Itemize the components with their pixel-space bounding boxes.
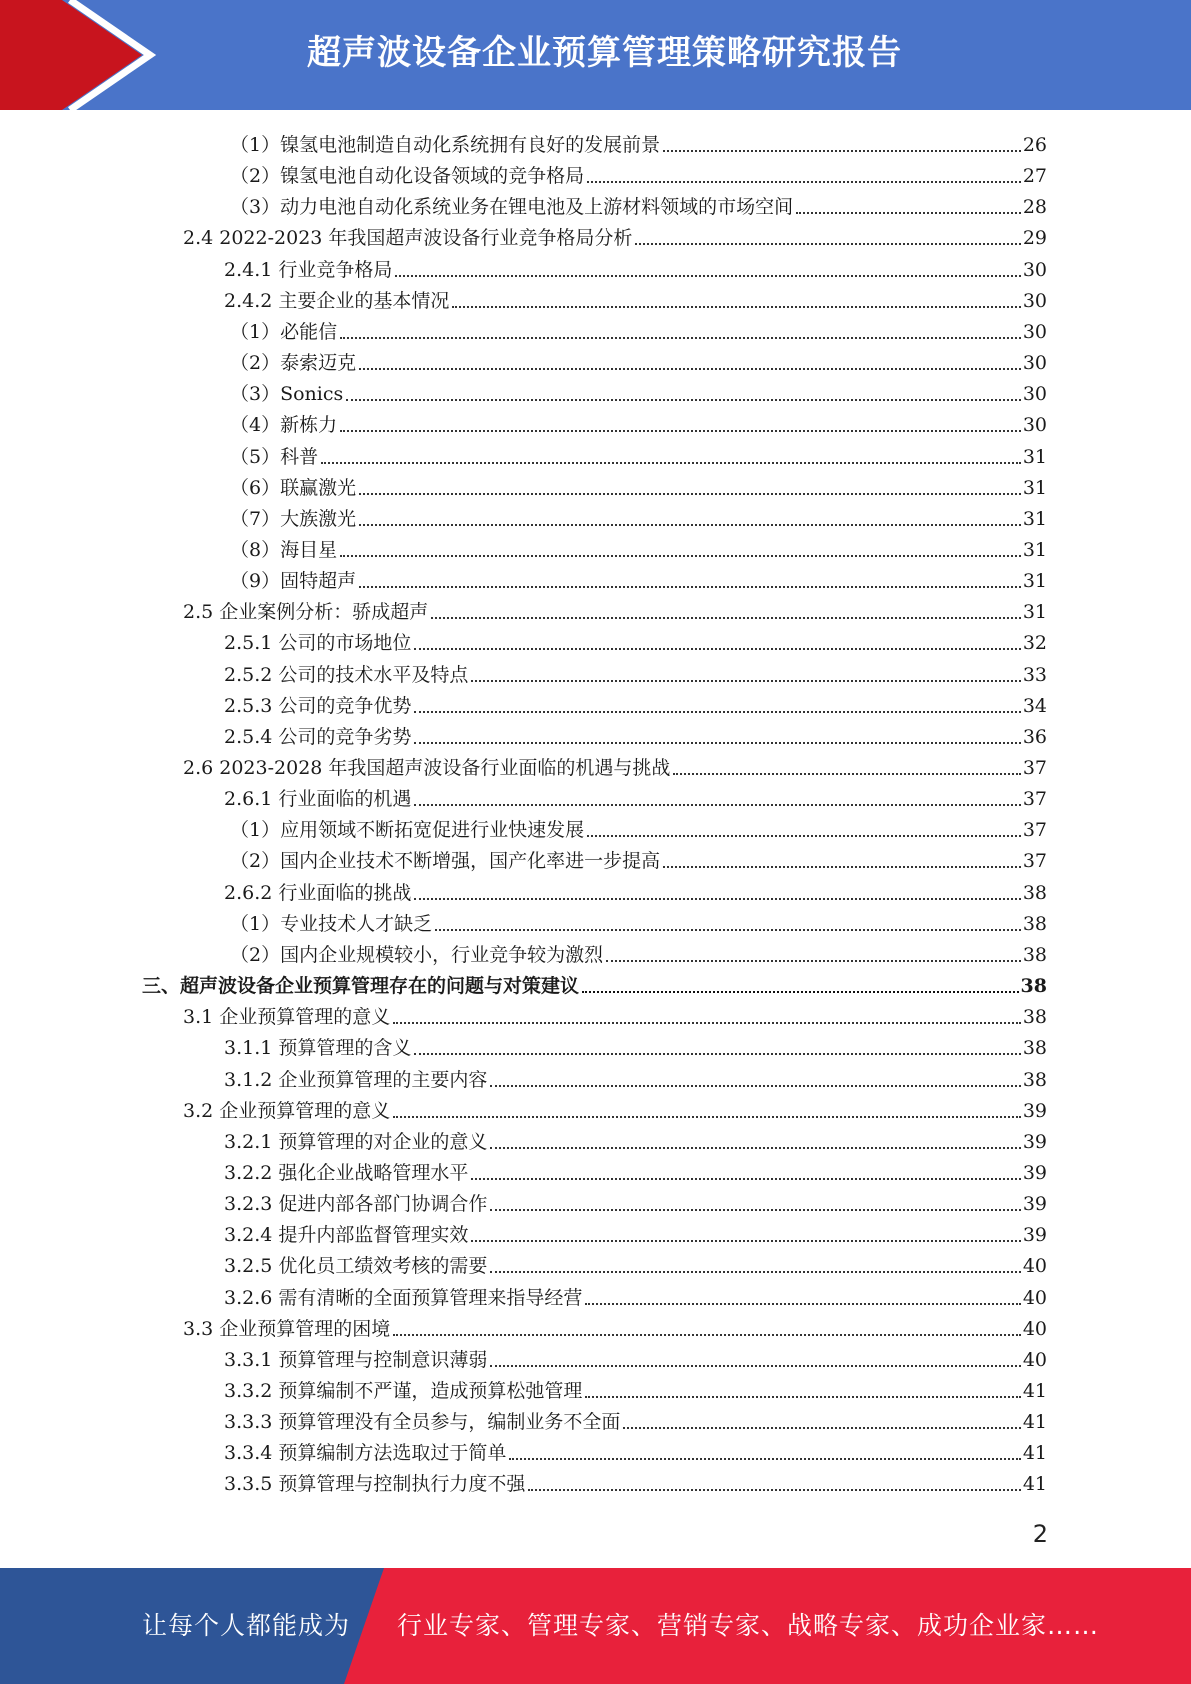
toc-entry[interactable] (224, 1403, 1047, 1434)
toc-entry-title: （1）镍氢电池制造自动化系统拥有良好的发展前景 (230, 134, 661, 156)
toc-entry-title: 2.5 企业案例分析：骄成超声 (183, 601, 429, 624)
toc-entry[interactable] (224, 1279, 1047, 1310)
toc-entry[interactable] (224, 1061, 1047, 1092)
toc-entry[interactable] (230, 905, 1047, 936)
toc-entry-page: 31 (1022, 476, 1047, 499)
toc-entry[interactable] (230, 936, 1047, 967)
toc-entry-title: 2.4 2022-2023 年我国超声波设备行业竞争格局分析 (183, 227, 633, 250)
toc-entry[interactable] (224, 656, 1047, 687)
toc-entry[interactable] (224, 282, 1047, 313)
toc-entry[interactable] (230, 375, 1047, 406)
toc-dot-leader (431, 617, 1021, 619)
toc-entry-page: 30 (1022, 383, 1047, 406)
footer-slogan-left: 让每个人都能成为 (142, 1611, 351, 1640)
toc-entry[interactable] (230, 344, 1047, 375)
toc-entry-page: 39 (1022, 1161, 1047, 1184)
toc-entry-title: 3.1 企业预算管理的意义 (183, 1006, 391, 1029)
toc-entry[interactable] (224, 718, 1047, 749)
toc-entry[interactable] (224, 687, 1047, 718)
toc-entry-page: 31 (1022, 538, 1047, 561)
toc-dot-leader (471, 1240, 1020, 1242)
toc-dot-leader (663, 150, 1021, 152)
toc-entry-title: 3.2.1 预算管理的对企业的意义 (224, 1130, 488, 1153)
toc-entry-title: （2）泰索迈克 (230, 352, 357, 375)
toc-entry[interactable] (224, 874, 1047, 905)
toc-dot-leader (414, 648, 1020, 650)
toc-dot-leader (673, 773, 1020, 775)
toc-dot-leader (359, 493, 1021, 495)
toc-entry-page: 28 (1022, 196, 1047, 219)
toc-entry-title: （2）国内企业技术不断增强，国产化率进一步提高 (230, 850, 661, 873)
toc-dot-leader (582, 991, 1019, 993)
toc-entry[interactable] (224, 624, 1047, 655)
toc-entry[interactable] (224, 1372, 1047, 1403)
toc-entry-title: （1）应用领域不断拓宽促进行业快速发展 (230, 819, 585, 842)
toc-entry[interactable] (230, 562, 1047, 593)
toc-entry-title: 3.3.1 预算管理与控制意识薄弱 (224, 1348, 488, 1371)
page-number: 2 (1032, 1520, 1048, 1548)
toc-entry-page: 41 (1022, 1442, 1047, 1465)
toc-entry[interactable] (230, 406, 1047, 437)
toc-entry-title: 3.3.3 预算管理没有全员参与，编制业务不全面 (224, 1411, 621, 1434)
toc-entry-title: 2.6.2 行业面临的挑战 (224, 881, 412, 904)
toc-entry-title: 三、超声波设备企业预算管理存在的问题与对策建议 (142, 975, 580, 998)
toc-entry[interactable] (230, 469, 1047, 500)
toc-entry[interactable] (224, 1154, 1047, 1185)
toc-entry-title: （5）科普 (230, 445, 319, 468)
toc-entry-page: 30 (1022, 289, 1047, 312)
toc-dot-leader (471, 1178, 1020, 1180)
toc-entry[interactable] (230, 438, 1047, 469)
toc-entry-title: 2.6 2023-2028 年我国超声波设备行业面临的机遇与挑战 (183, 757, 671, 779)
toc-entry[interactable] (183, 1310, 1047, 1341)
toc-entry-title: 3.2.5 优化员工绩效考核的需要 (224, 1255, 488, 1278)
toc-dot-leader (393, 1334, 1021, 1336)
toc-entry[interactable] (183, 998, 1047, 1029)
toc-entry-page: 37 (1022, 850, 1047, 873)
toc-entry[interactable] (224, 1434, 1047, 1465)
toc-entry[interactable] (183, 1092, 1047, 1123)
toc-dot-leader (471, 680, 1020, 682)
toc-dot-leader (587, 181, 1021, 183)
toc-dot-leader (623, 1427, 1020, 1429)
toc-entry-page: 40 (1022, 1317, 1047, 1340)
toc-dot-leader (490, 1147, 1020, 1149)
toc-entry-page: 31 (1022, 507, 1047, 530)
toc-entry-page: 37 (1022, 819, 1047, 842)
toc-entry-title: （9）固特超声 (230, 570, 357, 593)
toc-dot-leader (663, 866, 1021, 868)
toc-entry[interactable] (142, 967, 1047, 998)
toc-dot-leader (340, 337, 1021, 339)
toc-entry-title: （3）动力电池自动化系统业务在锂电池及上游材料领域的市场空间 (230, 196, 794, 219)
toc-entry[interactable] (230, 500, 1047, 531)
toc-entry-title: 3.2.3 促进内部各部门协调合作 (224, 1193, 488, 1216)
toc-entry-page: 37 (1022, 757, 1047, 779)
toc-entry-page: 41 (1022, 1411, 1047, 1434)
toc-entry[interactable] (230, 313, 1047, 344)
toc-dot-leader (490, 1271, 1020, 1273)
toc-entry-title: 3.3.5 预算管理与控制执行力度不强 (224, 1473, 526, 1496)
page-header (0, 0, 1191, 110)
toc-entry[interactable] (183, 219, 1047, 250)
toc-entry-title: 2.5.1 公司的市场地位 (224, 632, 412, 655)
toc-dot-leader (393, 1116, 1021, 1118)
toc-dot-leader (452, 306, 1020, 308)
toc-dot-leader (340, 555, 1021, 557)
toc-entry-page: 30 (1022, 320, 1047, 343)
toc-entry[interactable] (224, 1247, 1047, 1278)
toc-entry-page: 38 (1022, 943, 1047, 966)
toc-dot-leader (587, 835, 1021, 837)
toc-entry-title: （2）镍氢电池自动化设备领域的竞争格局 (230, 165, 585, 188)
toc-entry[interactable] (183, 749, 1047, 780)
toc-entry[interactable] (230, 842, 1047, 873)
toc-entry[interactable] (230, 531, 1047, 562)
toc-dot-leader (359, 368, 1021, 370)
toc-entry[interactable] (224, 780, 1047, 811)
toc-entry-page: 31 (1022, 601, 1047, 624)
toc-dot-leader (395, 275, 1020, 277)
toc-entry-page: 37 (1022, 788, 1047, 811)
toc-dot-leader (585, 1396, 1020, 1398)
toc-entry-page: 36 (1022, 725, 1047, 748)
toc-entry-page: 41 (1022, 1380, 1047, 1402)
toc-entry-title: （1）必能信 (230, 320, 338, 343)
toc-entry-page: 41 (1022, 1473, 1047, 1496)
toc-dot-leader (359, 524, 1021, 526)
toc-entry-page: 38 (1020, 975, 1047, 998)
toc-entry[interactable] (230, 188, 1047, 219)
toc-entry-page: 30 (1022, 258, 1047, 281)
toc-entry-page: 40 (1022, 1255, 1047, 1278)
toc-entry-title: 3.1.2 企业预算管理的主要内容 (224, 1068, 488, 1091)
toc-entry-page: 38 (1022, 1006, 1047, 1029)
toc-entry-page: 33 (1022, 663, 1047, 686)
toc-entry-page: 39 (1022, 1130, 1047, 1153)
toc-entry[interactable] (224, 1185, 1047, 1216)
toc-entry-title: （4）新栋力 (230, 414, 338, 437)
toc-dot-leader (414, 1053, 1020, 1055)
toc-dot-leader (346, 399, 1021, 401)
toc-entry-page: 38 (1022, 1037, 1047, 1060)
report-title: 超声波设备企业预算管理策略研究报告 (307, 33, 902, 73)
toc-entry-title: 2.6.1 行业面临的机遇 (224, 788, 412, 811)
page-footer (0, 1568, 1191, 1684)
toc-dot-leader (393, 1022, 1021, 1024)
toc-entry-page: 31 (1022, 570, 1047, 593)
toc-entry-title: 2.5.4 公司的竞争劣势 (224, 725, 412, 748)
toc-entry-title: 3.2.4 提升内部监督管理实效 (224, 1224, 469, 1247)
toc-entry-title: 2.5.3 公司的竞争优势 (224, 694, 412, 717)
toc-entry-title: （6）联赢激光 (230, 476, 357, 499)
toc-dot-leader (635, 243, 1020, 245)
toc-dot-leader (606, 960, 1021, 962)
toc-entry[interactable] (230, 157, 1047, 188)
toc-entry-page: 38 (1022, 912, 1047, 935)
toc-dot-leader (414, 742, 1020, 744)
toc-entry-page: 40 (1022, 1348, 1047, 1371)
toc-dot-leader (509, 1458, 1020, 1460)
toc-dot-leader (414, 898, 1020, 900)
toc-entry-title: 3.2 企业预算管理的意义 (183, 1099, 391, 1122)
toc-entry-title: 3.3 企业预算管理的困境 (183, 1317, 391, 1340)
toc-dot-leader (359, 586, 1021, 588)
toc-entry-page: 39 (1022, 1193, 1047, 1216)
toc-dot-leader (796, 212, 1021, 214)
toc-entry[interactable] (230, 126, 1047, 157)
toc-entry-title: （1）专业技术人才缺乏 (230, 912, 433, 935)
toc-entry-page: 40 (1022, 1286, 1047, 1309)
toc-entry-page: 26 (1022, 134, 1047, 156)
toc-dot-leader (414, 804, 1020, 806)
toc-entry-title: 3.2.6 需有清晰的全面预算管理来指导经营 (224, 1286, 583, 1309)
toc-dot-leader (585, 1303, 1020, 1305)
toc-dot-leader (414, 711, 1020, 713)
toc-entry[interactable] (224, 1465, 1047, 1496)
toc-entry-title: （8）海目星 (230, 538, 338, 561)
toc-dot-leader (490, 1365, 1020, 1367)
toc-entry-page: 38 (1022, 881, 1047, 904)
toc-entry-title: 2.4.2 主要企业的基本情况 (224, 289, 450, 312)
toc-entry[interactable] (230, 811, 1047, 842)
toc-entry[interactable] (224, 1216, 1047, 1247)
toc-entry[interactable] (183, 593, 1047, 624)
toc-entry-title: 3.3.2 预算编制不严谨，造成预算松弛管理 (224, 1380, 583, 1402)
toc-entry-page: 29 (1022, 227, 1047, 250)
toc-dot-leader (490, 1209, 1020, 1211)
toc-dot-leader (340, 430, 1021, 432)
toc-entry-title: 2.5.2 公司的技术水平及特点 (224, 663, 469, 686)
toc-entry-page: 30 (1022, 414, 1047, 437)
toc-entry-title: （3）Sonics (230, 383, 344, 406)
toc-entry-page: 38 (1022, 1068, 1047, 1091)
toc-dot-leader (321, 462, 1021, 464)
toc-entry-page: 39 (1022, 1224, 1047, 1247)
toc-dot-leader (435, 929, 1021, 931)
toc-entry[interactable] (224, 1123, 1047, 1154)
toc-entry-title: 2.4.1 行业竞争格局 (224, 258, 393, 281)
toc-dot-leader (490, 1085, 1020, 1087)
toc-entry-page: 30 (1022, 352, 1047, 375)
toc-entry[interactable] (224, 251, 1047, 282)
toc-entry-title: （2）国内企业规模较小，行业竞争较为激烈 (230, 943, 604, 966)
toc-entry-page: 39 (1022, 1099, 1047, 1122)
toc-entry-title: 3.1.1 预算管理的含义 (224, 1037, 412, 1060)
toc-entry-page: 32 (1022, 632, 1047, 655)
toc-entry-page: 34 (1022, 694, 1047, 717)
toc-entry-title: 3.2.2 强化企业战略管理水平 (224, 1161, 469, 1184)
toc-entry[interactable] (224, 1029, 1047, 1060)
toc-entry-title: （7）大族激光 (230, 507, 357, 530)
toc-entry-title: 3.3.4 预算编制方法选取过于简单 (224, 1442, 507, 1465)
toc-entry[interactable] (224, 1341, 1047, 1372)
toc-entry-page: 27 (1022, 165, 1047, 188)
toc-dot-leader (528, 1489, 1020, 1491)
toc-entry-page: 31 (1022, 445, 1047, 468)
footer-slogan-right: 行业专家、管理专家、营销专家、战略专家、成功企业家…… (397, 1611, 1100, 1640)
